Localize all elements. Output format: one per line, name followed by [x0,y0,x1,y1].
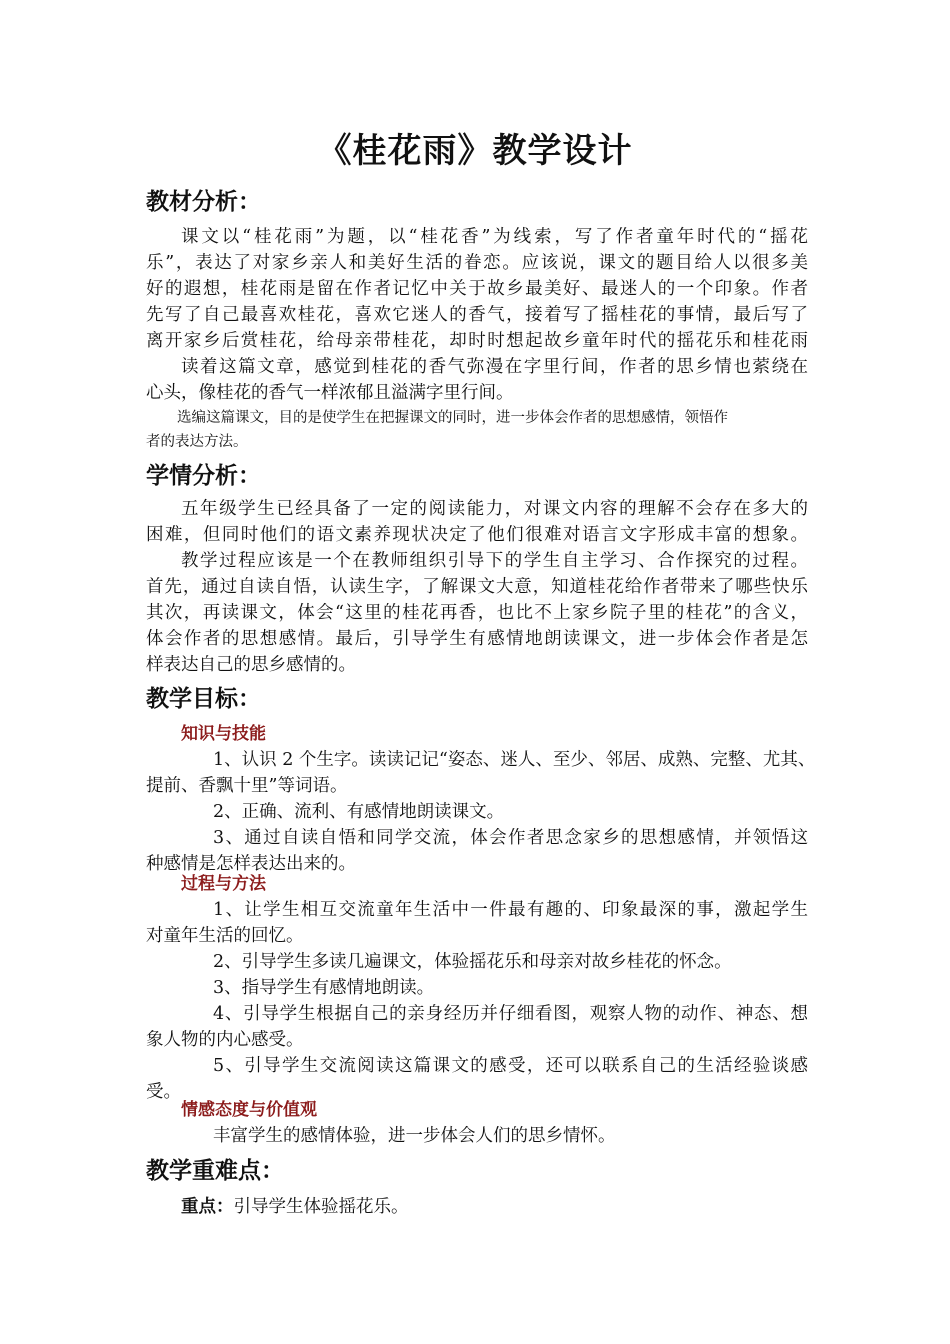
key-point-label: 重点： [181,1197,234,1217]
paragraph-line: 读着这篇文章，感觉到桂花的香气弥漫在字里行间，作者的思乡情也萦绕在 [181,357,808,377]
goal-line: 3、通过自读自悟和同学交流，体会作者思念家乡的思想感情，并领悟这 [213,828,808,848]
goal-line: 受。 [146,1082,181,1102]
paragraph-line: 课文以“桂花雨”为题，以“桂花香”为线索，写了作者童年时代的“摇花 [181,227,808,247]
goal-line: 5、引导学生交流阅读这篇课文的感受，还可以联系自己的生活经验谈感 [213,1056,808,1076]
paragraph-line: 心头，像桂花的香气一样浓郁且溢满字里行间。 [146,383,514,403]
small-paragraph-line: 选编这篇课文，目的是使学生在把握课文的同时，进一步体会作者的思想感情，领悟作 [177,410,728,426]
subheading-emotion-values: 情感态度与价值观 [181,1100,317,1120]
goal-line: 2、引导学生多读几遍课文，体验摇花乐和母亲对故乡桂花的怀念。 [213,952,732,972]
heading-learner-analysis: 学情分析： [146,462,261,489]
paragraph-line: 首先，通过自读自悟，认读生字，了解课文大意，知道桂花给作者带来了哪些快乐 [146,577,808,597]
goal-line: 对童年生活的回忆。 [146,926,304,946]
goal-line: 4、引导学生根据自己的亲身经历并仔细看图，观察人物的动作、神态、想 [213,1004,808,1024]
paragraph-line: 好的遐想，桂花雨是留在作者记忆中关于故乡最美好、最迷人的一个印象。作者 [146,279,808,299]
paragraph-line: 离开家乡后赏桂花，给母亲带桂花，却时时想起故乡童年时代的摇花乐和桂花雨 [146,331,808,351]
goal-line: 2、正确、流利、有感情地朗读课文。 [213,802,505,822]
heading-material-analysis: 教材分析： [146,188,261,215]
key-point-line [181,1194,808,1220]
subheading-process-methods: 过程与方法 [181,874,266,894]
goal-line: 3、指导学生有感情地朗读。 [213,978,435,998]
goal-line: 种感情是怎样表达出来的。 [146,854,356,874]
goal-line: 丰富学生的感情体验，进一步体会人们的思乡情怀。 [213,1126,616,1146]
goal-line: 提前、香飘十里”等词语。 [146,776,348,796]
goal-line: 象人物的内心感受。 [146,1030,304,1050]
subheading-knowledge-skills: 知识与技能 [181,724,266,744]
paragraph-line: 先写了自己最喜欢桂花，喜欢它迷人的香气，接着写了摇桂花的事情，最后写了 [146,305,808,325]
paragraph-line: 体会作者的思想感情。最后，引导学生有感情地朗读课文，进一步体会作者是怎 [146,629,808,649]
paragraph-line: 乐”，表达了对家乡亲人和美好生活的眷恋。应该说，课文的题目给人以很多美 [146,253,808,273]
document-title: 《桂花雨》教学设计 [317,131,633,171]
paragraph-line: 五年级学生已经具备了一定的阅读能力，对课文内容的理解不会存在多大的 [181,499,808,519]
heading-teaching-goals: 教学目标： [146,685,261,712]
goal-line: 1、让学生相互交流童年生活中一件最有趣的、印象最深的事，激起学生 [213,900,808,920]
paragraph-line: 样表达自己的思乡感情的。 [146,655,356,675]
heading-key-difficult-points: 教学重难点： [146,1157,284,1184]
key-point-text: 引导学生体验摇花乐。 [233,1197,409,1217]
goal-line: 1、认识 2 个生字。读读记记“姿态、迷人、至少、邻居、成熟、完整、尤其、 [213,750,816,770]
paragraph-line: 困难，但同时他们的语文素养现状决定了他们很难对语言文字形成丰富的想象。 [146,525,808,545]
paragraph-line: 其次，再读课文，体会“这里的桂花再香，也比不上家乡院子里的桂花”的含义， [146,603,808,623]
paragraph-line: 教学过程应该是一个在教师组织引导下的学生自主学习、合作探究的过程。 [181,551,808,571]
small-paragraph-line: 者的表达方法。 [146,434,248,450]
